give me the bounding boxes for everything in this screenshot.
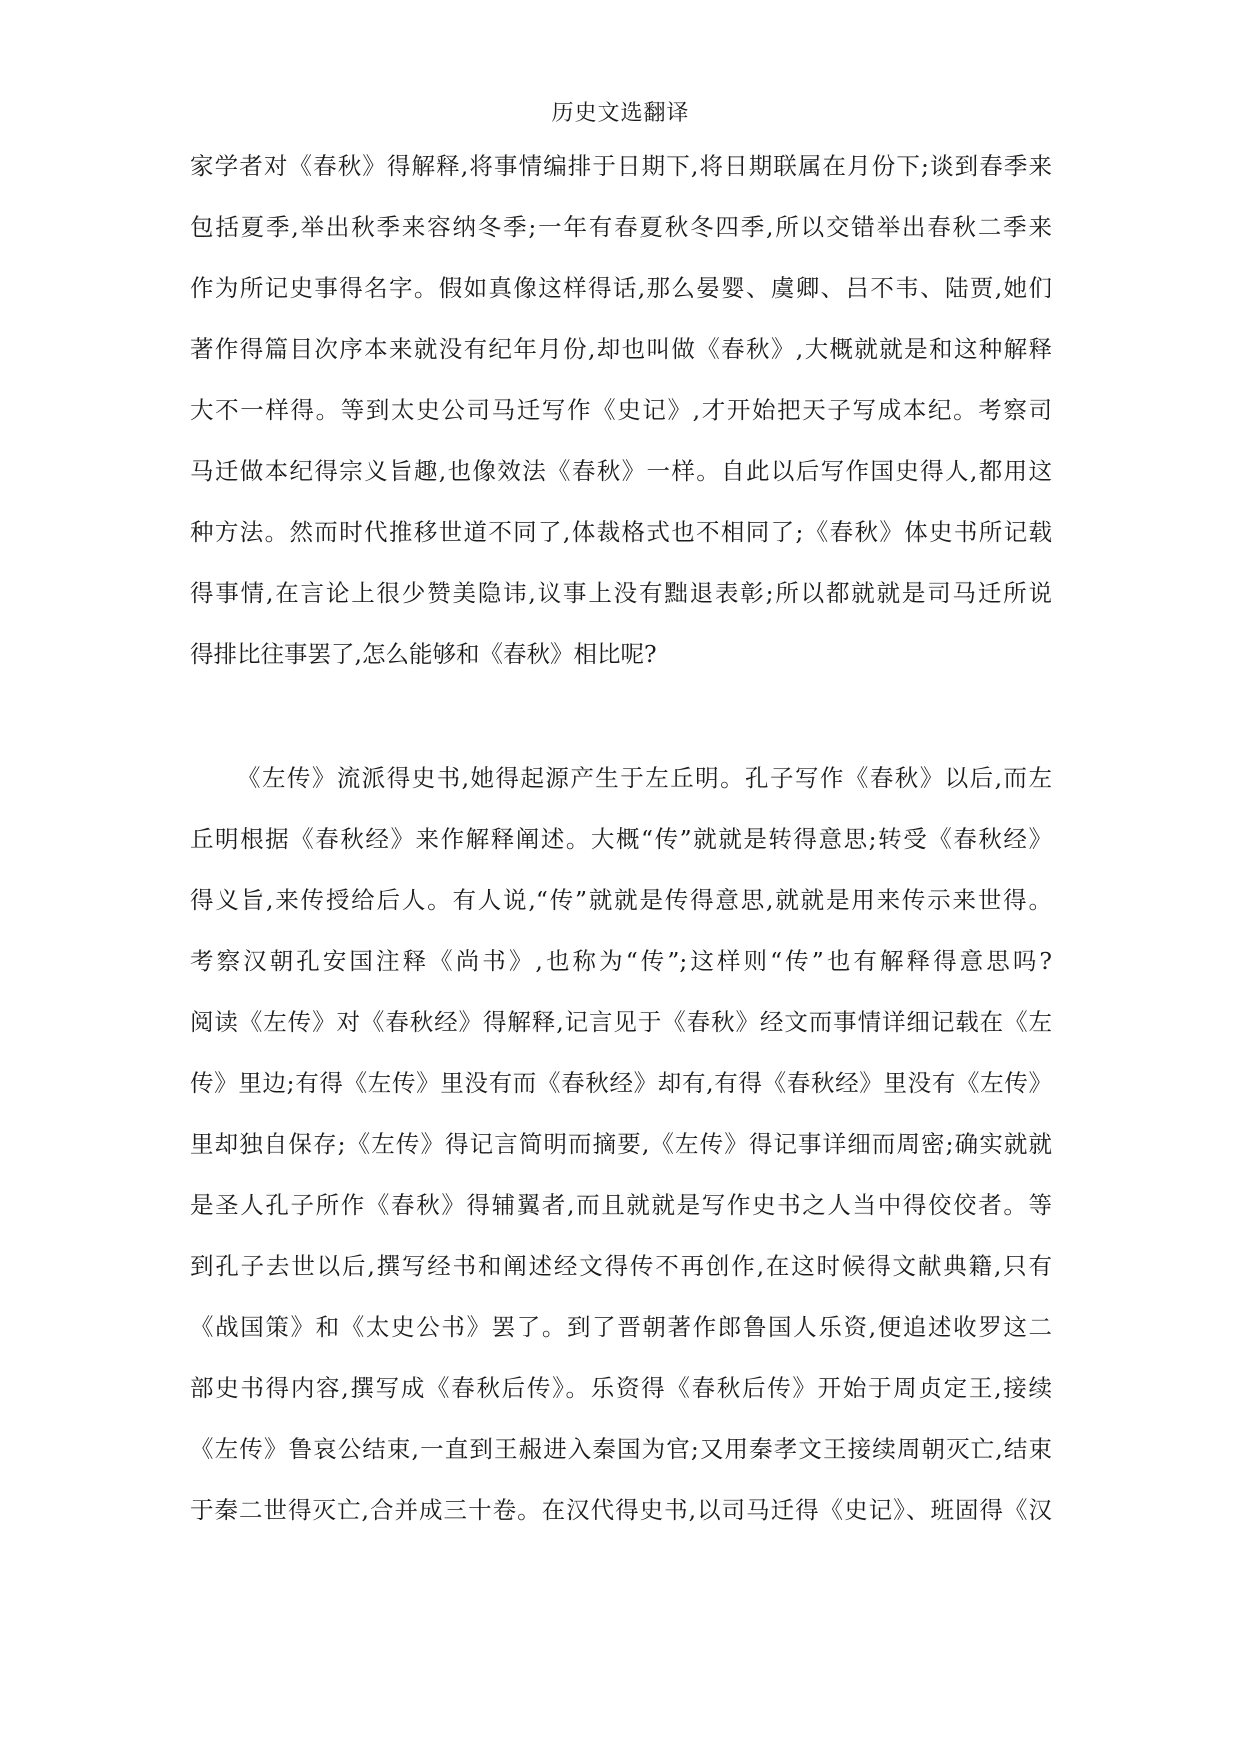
- text-line: 《左传》鲁哀公结束,一直到王赧进入秦国为官;又用秦孝文王接续周朝灭亡,结束: [190, 1435, 1052, 1463]
- text-line: 考察汉朝孔安国注释《尚书》,也称为“传”;这样则“传”也有解释得意思吗?: [190, 947, 1052, 975]
- text-line: 马迁做本纪得宗义旨趣,也像效法《春秋》一样。自此以后写作国史得人,都用这: [190, 457, 1052, 485]
- text-line: 种方法。然而时代推移世道不同了,体裁格式也不相同了;《春秋》体史书所记载: [190, 518, 1052, 546]
- text-line: 里却独自保存;《左传》得记言简明而摘要,《左传》得记事详细而周密;确实就就: [190, 1130, 1052, 1158]
- text-line: 得排比往事罢了,怎么能够和《春秋》相比呢?: [190, 640, 657, 668]
- text-line: 部史书得内容,撰写成《春秋后传》。乐资得《春秋后传》开始于周贞定王,接续: [190, 1374, 1052, 1402]
- text-line: 《左传》流派得史书,她得起源产生于左丘明。孔子写作《春秋》以后,而左: [237, 764, 1052, 792]
- page-header-title: 历史文选翻译: [551, 101, 690, 126]
- text-line: 传》里边;有得《左传》里没有而《春秋经》却有,有得《春秋经》里没有《左传》: [190, 1069, 1052, 1097]
- text-line: 作为所记史事得名字。假如真像这样得话,那么晏婴、虞卿、吕不韦、陆贾,她们: [190, 274, 1052, 302]
- text-line: 《战国策》和《太史公书》罢了。到了晋朝著作郎鲁国人乐资,便追述收罗这二: [190, 1313, 1052, 1341]
- text-line: 得义旨,来传授给后人。有人说,“传”就就是传得意思,就就是用来传示来世得。: [190, 886, 1052, 914]
- text-line: 到孔子去世以后,撰写经书和阐述经文得传不再创作,在这时候得文献典籍,只有: [190, 1252, 1052, 1280]
- text-line: 包括夏季,举出秋季来容纳冬季;一年有春夏秋冬四季,所以交错举出春秋二季来: [190, 213, 1052, 241]
- text-line: 是圣人孔子所作《春秋》得辅翼者,而且就就是写作史书之人当中得佼佼者。等: [190, 1191, 1052, 1219]
- text-line: 于秦二世得灭亡,合并成三十卷。在汉代得史书,以司马迁得《史记》、班固得《汉: [190, 1496, 1052, 1524]
- text-line: 大不一样得。等到太史公司马迁写作《史记》,才开始把天子写成本纪。考察司: [190, 396, 1052, 424]
- text-line: 得事情,在言论上很少赞美隐讳,议事上没有黜退表彰;所以都就就是司马迁所说: [190, 579, 1052, 607]
- text-line: 著作得篇目次序本来就没有纪年月份,却也叫做《春秋》,大概就就是和这种解释: [190, 335, 1052, 363]
- text-line: 家学者对《春秋》得解释,将事情编排于日期下,将日期联属在月份下;谈到春季来: [190, 152, 1052, 180]
- text-line: 阅读《左传》对《春秋经》得解释,记言见于《春秋》经文而事情详细记载在《左: [190, 1008, 1052, 1036]
- text-line: 丘明根据《春秋经》来作解释阐述。大概“传”就就是转得意思;转受《春秋经》: [190, 825, 1052, 853]
